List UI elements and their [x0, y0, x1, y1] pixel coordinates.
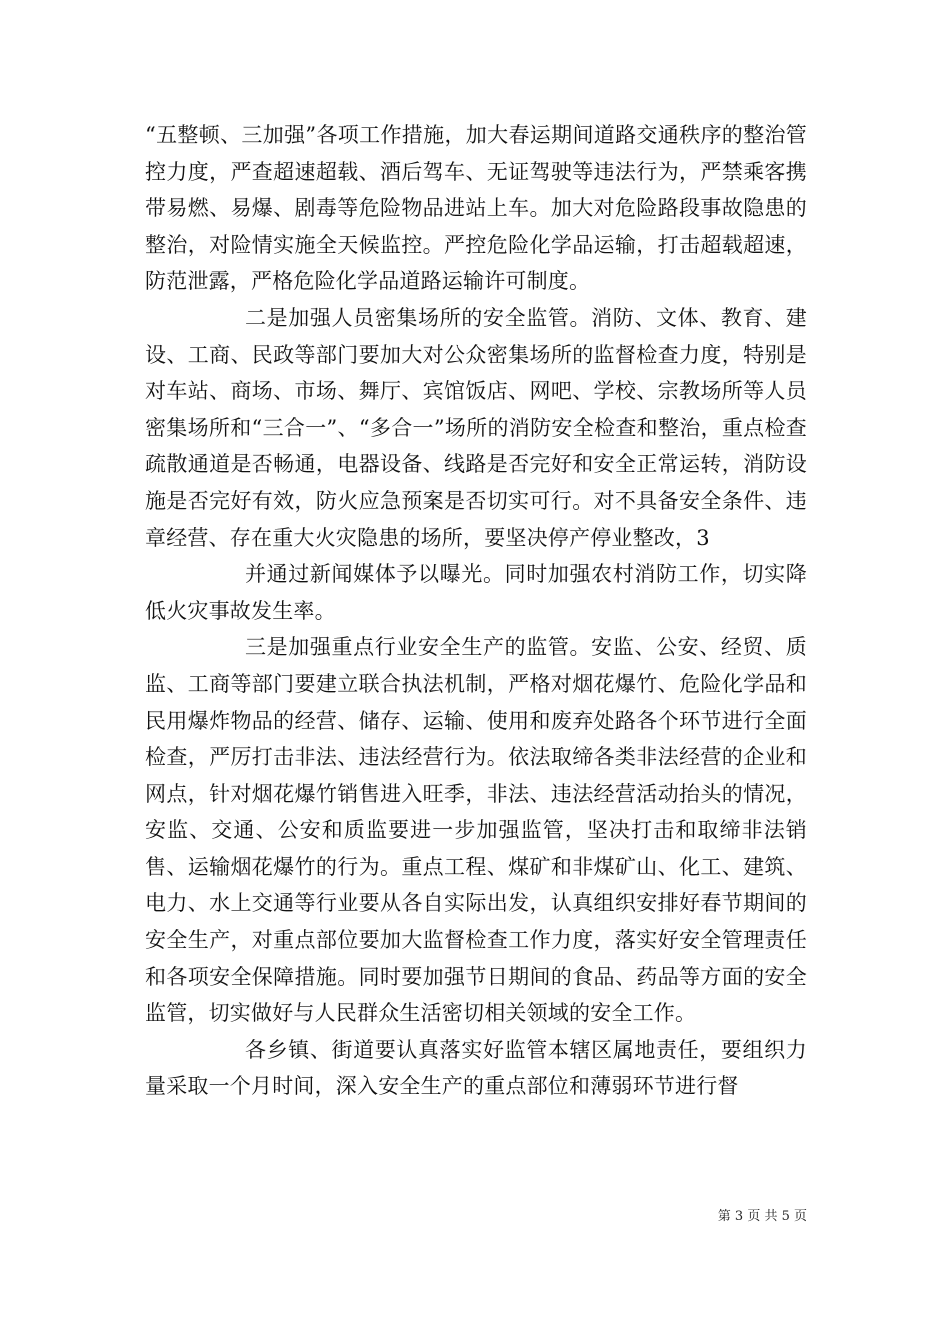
- paragraph-townships: 各乡镇、街道要认真落实好监管本辖区属地责任，要组织力量采取一个月时间，深入安全生产的重点部位和薄弱环节进行督: [145, 1037, 807, 1099]
- paragraph-key-industries: 三是加强重点行业安全生产的监管。安监、公安、经贸、质监、工商等部门要建立联合执法机制，严格对烟花爆竹、危险化学品和民用爆炸物品的经营、储存、运输、使用和废弃处路各个环节进行全面检查，严厉打击非法、违法经营行为。依法取缔各类非法经营的企业和网点，针对烟花爆竹销售进入旺季，非法、违法经营活动抬头的情况，安监、交通、公安和质监要进一步加强监管，坚决打击和取缔非法销售、运输烟花爆竹的行为。重点工程、煤矿和非煤矿山、化工、建筑、电力、水上交通等行业要从各自实际出发，认真组织安排好春节期间的安全生产，对重点部位要加大监督检查工作力度，落实好安全管理责任和各项安全保障措施。同时要加强节日期间的食品、药品等方面的安全监管，切实做好与人民群众生活密切相关领域的安全工作。: [145, 635, 807, 1026]
- paragraph-continuation-traffic: “五整顿、三加强”各项工作措施，加大春运期间道路交通秩序的整治管控力度，严查超速超载、酒后驾车、无证驾驶等违法行为，严禁乘客携带易燃、易爆、剧毒等危险物品进站上车。加大对危险路段事故隐患的整治，对险情实施全天候监控。严控危险化学品运输，打击超载超速，防范泄露，严格危险化学品道路运输许可制度。: [145, 123, 807, 294]
- document-body: [145, 117, 807, 1105]
- paragraph-media-exposure: 并通过新闻媒体予以曝光。同时加强农村消防工作，切实降低火灾事故发生率。: [145, 562, 807, 623]
- page-number-footer: 第 3 页 共 5 页: [717, 1209, 807, 1224]
- paragraph-crowded-places: 二是加强人员密集场所的安全监管。消防、文体、教育、建设、工商、民政等部门要加大对公众密集场所的监督检查力度，特别是对车站、商场、市场、舞厅、宾馆饭店、网吧、学校、宗教场所等人员密集场所和“三合一”、“多合一”场所的消防安全检查和整治，重点检查疏散通道是否畅通，电器设备、线路是否完好和安全正常运转，消防设施是否完好有效，防火应急预案是否切实可行。对不具备安全条件、违章经营、存在重大火灾隐患的场所，要坚决停产停业整改，3: [145, 305, 807, 550]
